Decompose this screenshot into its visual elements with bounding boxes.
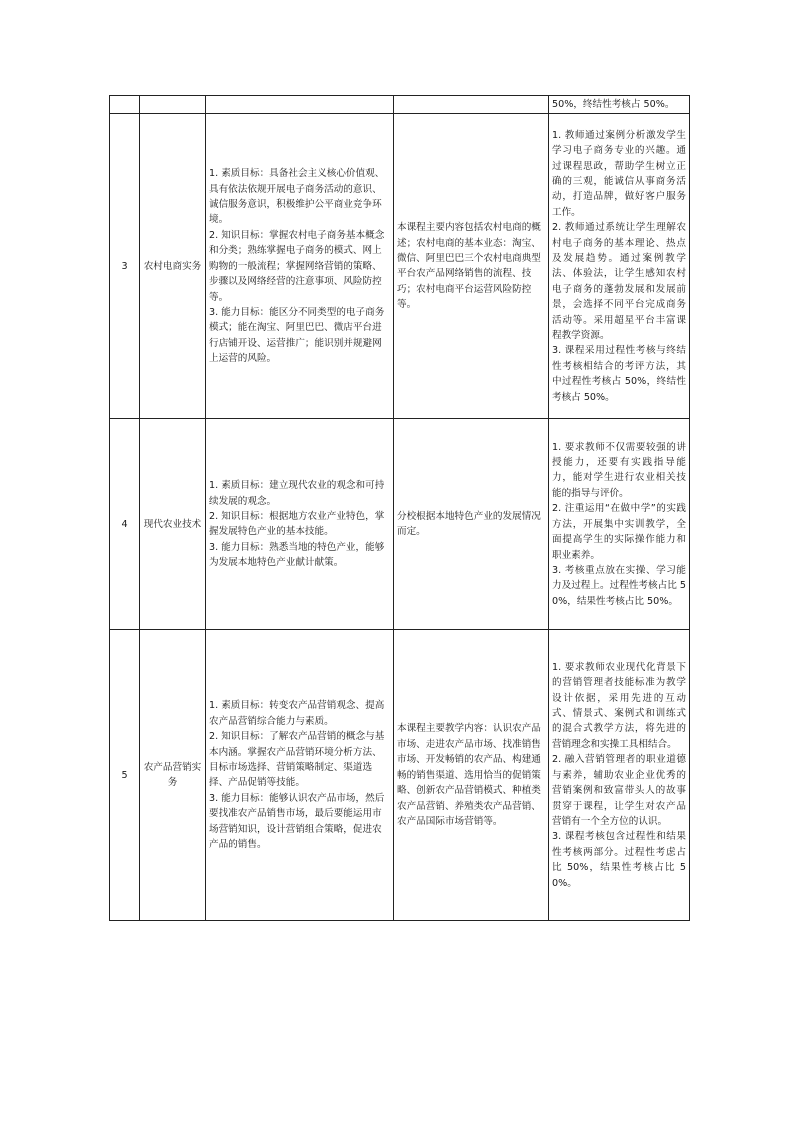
course-requirements — [549, 96, 690, 114]
table-row — [110, 630, 690, 921]
course-requirements — [549, 630, 690, 921]
requirement-item: 3. 课程考核包含过程性和结果性考核两部分。过程性考虑占比 50%，结果性考核占比 50%。 — [552, 831, 686, 889]
course-name: 农村电商实务 — [140, 114, 206, 419]
goal-item: 3. 能力目标：能够认识农产品市场，然后要找准农产品销售市场，最后要能运用市场营销知识，设计营销组合策略，促进农产品的销售。 — [209, 792, 385, 851]
course-name: 现代农业技术 — [140, 419, 206, 630]
goal-item: 2. 知识目标：了解农产品营销的概念与基本内涵。掌握农产品营销环境分析方法、目标市场选择、营销策略制定、渠道选择、产品促销等技能。 — [209, 731, 385, 789]
goal-item: 1. 素质目标：建立现代农业的观念和可持续发展的观念。 — [209, 480, 385, 507]
course-goals — [206, 419, 394, 630]
requirement-item: 50%，终结性考核占 50%。 — [552, 99, 675, 110]
course-goals — [206, 96, 394, 114]
course-number: 3 — [110, 114, 140, 419]
goal-item: 2. 知识目标：掌握农村电子商务基本概念和分类；熟练掌握电子商务的模式、网上购物的一般流程；掌握网络营销的策略、步骤以及网络经营的注意事项、风险防控等。 — [209, 229, 385, 303]
goal-item: 1. 素质目标：转变农产品营销观念、提高农产品营销综合能力与素质。 — [209, 700, 385, 727]
requirement-item: 2. 注重运用“在做中学”的实践方法，开展集中实训教学，全面提高学生的实际操作能力和职业素养。 — [552, 503, 686, 561]
course-requirements — [549, 419, 690, 630]
course-content — [394, 96, 549, 114]
goal-item: 2. 知识目标：根据地方农业产业特色，掌握发展特色产业的基本技能。 — [209, 511, 385, 538]
course-name: 农产品营销实务 — [140, 630, 206, 921]
requirement-item: 1. 要求教师农业现代化背景下的营销管理者技能标准为教学设计依据，采用先进的互动式、情景式、案例式和训练式的混合式教学方法，将先进的营销理念和实操工具相结合。 — [552, 661, 686, 750]
table-row — [110, 96, 690, 114]
course-content: 本课程主要内容包括农村电商的概述；农村电商的基本业态：淘宝、微信、阿里巴巴三个农村电商典型平台农产品网络销售的流程、技巧；农村电商平台运营风险防控等。 — [394, 114, 549, 419]
requirement-item: 1. 要求教师不仅需要较强的讲授能力，还要有实践指导能力，能对学生进行农业相关技能的指导与评价。 — [552, 441, 686, 499]
table-row — [110, 114, 690, 419]
requirement-item: 2. 教师通过系统让学生理解农村电子商务的基本理论、热点及发展趋势。通过案例教学法、体验法，让学生感知农村电子商务的蓬勃发展和发展前景，会选择不同平台完成商务活动等。采用超星平台丰富课程教学资源。 — [552, 222, 686, 342]
course-number: 4 — [110, 419, 140, 630]
course-content: 分校根据本地特色产业的发展情况而定。 — [394, 419, 549, 630]
course-table — [109, 95, 690, 921]
requirement-item: 3. 考核重点放在实操、学习能力及过程上。过程性考核占比 50%，结果性考核占比 50%。 — [552, 564, 686, 607]
course-name — [140, 96, 206, 114]
requirement-item: 3. 课程采用过程性考核与终结性考核相结合的考评方法，其中过程性考核占 50%，终结性考核占 50%。 — [552, 345, 686, 403]
goal-item: 3. 能力目标：能区分不同类型的电子商务模式；能在淘宝、阿里巴巴、微店平台进行店铺开设、运营推广；能识别并规避网上运营的风险。 — [209, 306, 385, 365]
course-content: 本课程主要教学内容：认识农产品市场、走进农产品市场、找准销售市场、开发畅销的农产品、构建通畅的销售渠道、选用恰当的促销策略、创新农产品营销模式、种植类农产品营销、养殖类农产品营销、农产品国际市场营销等。 — [394, 630, 549, 921]
course-requirements — [549, 114, 690, 419]
requirement-item: 1. 教师通过案例分析激发学生学习电子商务专业的兴趣。通过课程思政，帮助学生树立正确的三观，能诚信从事商务活动，打造品牌，做好客户服务工作。 — [552, 129, 686, 218]
course-goals — [206, 114, 394, 419]
goal-item: 3. 能力目标：熟悉当地的特色产业，能够为发展本地特色产业献计献策。 — [209, 541, 385, 569]
course-number — [110, 96, 140, 114]
goal-item: 1. 素质目标：具备社会主义核心价值观、具有依法依规开展电子商务活动的意识、诚信服务意识，积极维护公平商业竞争环境。 — [209, 168, 385, 226]
course-number: 5 — [110, 630, 140, 921]
table-row — [110, 419, 690, 630]
requirement-item: 2. 融入营销管理者的职业道德与素养，辅助农业企业优秀的营销案例和致富带头人的故事贯穿于课程，让学生对农产品营销有一个全方位的认识。 — [552, 754, 686, 827]
course-goals — [206, 630, 394, 921]
